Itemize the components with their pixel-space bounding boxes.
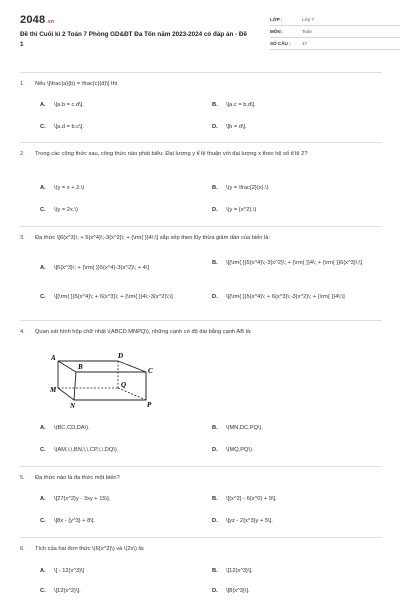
option-5a[interactable] xyxy=(40,495,110,505)
divider xyxy=(20,537,382,538)
edge-ab xyxy=(58,361,76,372)
edge-qp-hidden xyxy=(118,388,146,400)
question-5 xyxy=(20,474,382,484)
option-key: D. xyxy=(212,124,218,130)
option-key: C. xyxy=(40,124,46,130)
info-lop-value: Lớp 7 xyxy=(302,17,314,22)
divider xyxy=(20,142,382,143)
question-text: Đa thức \[6{x^3}\; + 5{x^4}\;-3{x^2}\; + {\rm{ }}4\;\] sắp xếp theo lũy thừa giảm dần của biến là: xyxy=(35,235,271,241)
option-text: \[{\rm{ }}5{x^4}\;-3{x^2}\; + {\rm{ }}4\; + {\rm{ }}6{x^3}\;\] xyxy=(226,260,363,266)
divider xyxy=(20,466,382,467)
option-5d[interactable] xyxy=(212,517,273,527)
option-key: A. xyxy=(40,496,46,502)
question-number: 3. xyxy=(20,235,25,241)
question-text: Trong các công thức sau, công thức nào phát biểu: Đại lượng y tỉ lệ thuận với đại lượng x theo hệ số tỉ lệ 2? xyxy=(35,151,308,157)
option-text: \(MN,DC,PQ\). xyxy=(226,425,263,431)
option-text: \[8{x^3}\]. xyxy=(226,588,250,594)
option-key: A. xyxy=(40,568,46,574)
option-6b[interactable] xyxy=(212,567,253,577)
option-3a[interactable] xyxy=(40,264,200,274)
option-key: C. xyxy=(40,447,46,453)
logo-tld: .vn xyxy=(46,19,55,25)
option-6a[interactable] xyxy=(40,567,84,577)
info-row-mon xyxy=(270,26,400,38)
option-key: D. xyxy=(212,447,218,453)
option-4c[interactable] xyxy=(40,446,118,456)
option-2a[interactable] xyxy=(40,184,84,194)
question-number: 6. xyxy=(20,546,25,552)
option-5c[interactable] xyxy=(40,517,95,527)
option-text: \[8x - {y^3} + 8\]. xyxy=(54,518,96,524)
option-text: \[b = d\]. xyxy=(226,124,247,130)
option-key: B. xyxy=(212,568,218,574)
question-text: Nếu \[\frac{a}{b} = \frac{c}{d}\] thì xyxy=(35,81,118,87)
info-row-socau xyxy=(270,38,400,50)
option-2d[interactable] xyxy=(212,206,256,216)
option-text: \[12{x^3}\]. xyxy=(226,568,253,574)
question-1 xyxy=(20,80,382,90)
option-1c[interactable] xyxy=(40,123,84,133)
option-key: A. xyxy=(40,265,46,271)
option-1d[interactable] xyxy=(212,123,247,133)
info-mon-value: Toán xyxy=(302,29,312,34)
logo-main: 2048 xyxy=(20,14,46,26)
question-number: 5. xyxy=(20,475,25,481)
option-text: \(MQ,PQ\). xyxy=(226,447,254,453)
option-key: B. xyxy=(212,496,218,502)
info-socau-value: 17 xyxy=(302,41,308,46)
option-2b[interactable] xyxy=(212,184,269,194)
vertex-label-n: N xyxy=(70,402,76,410)
question-text: Đa thức nào là đa thức một biến? xyxy=(35,475,120,481)
divider xyxy=(20,226,382,227)
site-logo[interactable] xyxy=(20,14,54,26)
option-key: A. xyxy=(40,425,46,431)
option-text: \(BC,CD,DA\). xyxy=(54,425,90,431)
option-6d[interactable] xyxy=(212,587,250,597)
info-lop-label: LỚP : xyxy=(270,17,283,22)
option-text: \(y = \frac{2}{x}.\) xyxy=(226,185,269,191)
exam-title: Đề thi Cuối kì 2 Toán 7 Phòng GD&ĐT Đa Tốn năm 2023-2024 có đáp án - Đề 1 xyxy=(20,31,247,48)
option-text: \[a.b = c.d\]. xyxy=(54,102,84,108)
option-text: \(y = 2x.\) xyxy=(54,207,78,213)
info-mon-label: MÔN : xyxy=(270,29,284,34)
option-2c[interactable] xyxy=(40,206,78,216)
option-text: \[{\rm{ }}5{x^4}\; + 6{x^3}\;-3{x^2}\; + {\rm{ }}4\;\] xyxy=(226,294,345,300)
vertex-label-c: C xyxy=(148,367,153,375)
option-text: \[{x^2} - 6{x^0} + 9\]. xyxy=(226,496,277,502)
option-6c[interactable] xyxy=(40,587,81,597)
option-key: A. xyxy=(40,102,46,108)
option-key: C. xyxy=(40,294,46,300)
question-2 xyxy=(20,150,382,160)
option-text: \[12{x^2}\]. xyxy=(54,588,81,594)
option-text: \(AM,\,\,BN,\,\,CP,\,\,DQ\). xyxy=(54,447,119,453)
option-key: D. xyxy=(212,588,218,594)
option-key: B. xyxy=(212,102,218,108)
option-4b[interactable] xyxy=(212,424,263,434)
info-row-lop xyxy=(270,14,400,26)
option-text: \(y = x + 2.\) xyxy=(54,185,85,191)
exam-header xyxy=(20,14,382,60)
question-text: Tích của hai đơn thức \(6{x^2}\) và \(2x\) là: xyxy=(35,546,145,552)
option-text: \(y = {x^2}.\) xyxy=(226,207,257,213)
option-key: D. xyxy=(212,518,218,524)
question-3 xyxy=(20,234,382,244)
edge-bn xyxy=(74,372,76,400)
vertex-label-a: A xyxy=(51,354,56,362)
vertex-label-m: M xyxy=(50,386,57,394)
question-4 xyxy=(20,328,382,338)
option-text: \[a.c = b.d\]. xyxy=(226,102,256,108)
option-key: B. xyxy=(212,185,218,191)
box-figure xyxy=(46,350,166,414)
divider xyxy=(20,320,382,321)
option-text: \[ - 12{x^3}\] xyxy=(54,568,85,574)
option-4d[interactable] xyxy=(212,446,254,456)
option-key: D. xyxy=(212,294,218,300)
info-socau-label: SỐ CÂU : xyxy=(270,41,291,46)
option-3b[interactable] xyxy=(212,259,380,269)
option-text: \[27{x^2}y - 3xy + 15\]. xyxy=(54,496,111,502)
option-4a[interactable] xyxy=(40,424,90,434)
question-number: 2. xyxy=(20,151,25,157)
option-text: \[6{x^3}\; + {\rm{ }}5{x^4}-3{x^2}\; + 4\] xyxy=(54,265,149,271)
option-text: \[a.d = b.c\]. xyxy=(54,124,84,130)
vertex-label-d: D xyxy=(118,352,124,360)
option-key: A. xyxy=(40,185,46,191)
option-key: B. xyxy=(212,260,218,266)
option-text: \[{\rm{ }}5{x^4}\; + 6{x^3}\; + {\rm{ }}4\;-3{x^2}\;\] xyxy=(54,294,173,300)
option-1b[interactable] xyxy=(212,101,256,111)
question-6 xyxy=(20,545,382,555)
edge-dc xyxy=(118,361,146,372)
option-key: B. xyxy=(212,425,218,431)
exam-info-box xyxy=(270,14,400,50)
option-key: D. xyxy=(212,207,218,213)
option-3d[interactable] xyxy=(212,293,380,303)
option-5b[interactable] xyxy=(212,495,277,505)
option-key: C. xyxy=(40,207,46,213)
question-number: 1. xyxy=(20,81,25,87)
vertex-label-p: P xyxy=(147,401,152,409)
question-number: 4. xyxy=(20,329,25,335)
option-3c[interactable] xyxy=(40,293,202,303)
option-text: \[yz - 2{x^3}y + 5\]. xyxy=(226,518,273,524)
divider xyxy=(20,72,382,73)
option-key: C. xyxy=(40,588,46,594)
vertex-label-q: Q xyxy=(121,381,127,389)
question-text: Quan sát hình hộp chữ nhật \(ABCD.MNPQ\), những cạnh có độ dài bằng cạnh AB là: xyxy=(35,329,252,335)
vertex-label-b: B xyxy=(78,363,83,371)
option-1a[interactable] xyxy=(40,101,84,111)
option-key: C. xyxy=(40,518,46,524)
edge-mn xyxy=(58,388,74,400)
